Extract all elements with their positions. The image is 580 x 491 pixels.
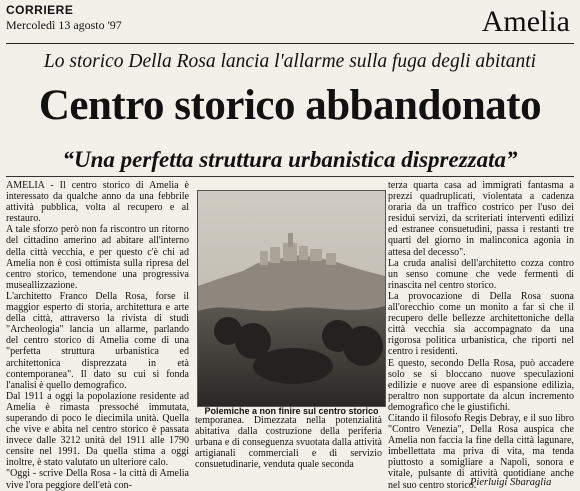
article-column-2 <box>195 415 382 485</box>
paragraph: Dal 1911 a oggi la popolazione residente ad Amelia è rimasta pressoché immutata, superando di poco le diecimila unità. Quella che vive e abita nel centro storico è passata invece dalle 3212 unità del 1911 alle 1790 censite nel 1991. Da quella stima a oggi inoltre, è stato valutato un ulteriore calo. <box>6 390 189 469</box>
kicker: Lo storico Della Rosa lancia l'allarme sulla fuga degli abitanti <box>43 51 537 72</box>
newspaper-name: CORRIERE <box>6 3 74 17</box>
byline: Pierluigi Sbaraglia <box>470 477 552 488</box>
paragraph: temporanea. Dimezzata nella potenzialità abitativa dalla costruzione della periferia urbana e di conseguenza svuotata dalla attività artigianali commerciali e di servizio consuetudinarie, venduta quale seconda <box>195 415 382 471</box>
paragraph: AMELIA - Il centro storico di Amelia è interessato da qualche anno da una febbrile attività pubblica, volta al recupero e al restauro. <box>6 180 189 225</box>
article-column-1 <box>6 180 189 491</box>
paragraph: La cruda analisi dell'architetto cozza contro un senso comune che vede fermenti di rinascita nel centro storico. <box>388 257 574 291</box>
subheadline: “Una perfetta struttura urbanistica disprezzata” <box>62 147 518 172</box>
headline: Centro storico abbandonato <box>38 82 542 129</box>
paragraph: E questo, secondo Della Rosa, può accadere solo se si bloccano nuove speculazioni edilizie e nuove aree di espansione edilizia, peraltro non supportate da alcun incremento demografico che le giustifichi. <box>388 357 574 413</box>
photo <box>197 190 386 407</box>
photo-caption: Polemiche a non finire sul centro storico <box>204 406 379 416</box>
divider <box>6 176 574 177</box>
section-title: Amelia <box>481 5 570 38</box>
paragraph: terza quarta casa ad immigrati fantasma a prezzi quadruplicati, violentata a cadenza oraria da un traffico costrico per l'uso dei residui servizi, da scriteriati interventi edilizi ed estranee consuetudini, passa i restanti tre quarti del giorno in malinconica agonia in attesa del decesso". <box>388 180 574 258</box>
article-column-2-top <box>195 180 382 190</box>
paragraph: Citando il filosofo Regis Debray, e il suo libro "Contro Venezia", Della Rosa auspica che Amelia non faccia la fine della città lagunare, imbellettata ma priva di vita, ma tenda piuttosto a somigliare a Napoli, sonora e vitale, pulsante di attività quotidiane anche nel suo centro storico. <box>388 412 574 491</box>
paragraph: La provocazione di Della Rosa suona all'orecchio come un monito a far sì che il recupero delle bellezze architettoniche della città vecchia sia accompagnato da una rigorosa politica urbanistica, che riporti nel centro i residenti. <box>388 290 574 358</box>
issue-date: Mercoledì 13 agosto '97 <box>6 18 122 32</box>
hilltown-photo <box>198 191 385 406</box>
paragraph: "Oggi - scrive Della Rosa - la città di Amelia vive l'ora peggiore dell'età con- <box>6 468 189 491</box>
paragraph: A tale sforzo però non fa riscontro un ritorno del cittadino amerino ad abitare all'interno della città vecchia, e per questo c'è chi ad Amelia non è così ottimista sulla ripresa del centro storico, temendone una progressiva museallizzazione. <box>6 224 189 291</box>
masthead <box>6 3 574 44</box>
paragraph: L'architetto Franco Della Rosa, forse il maggior esperto di storia, architettura e arte della città, attraverso la rivista di studi "Archeologia" lancia un allarme, parlando del centro storico di Amelia come di una "perfetta struttura urbanistica ed architettonica disprezzata in età contemporanea". Il dato su cui si fonda l'analisi è quello demografico. <box>6 290 189 391</box>
